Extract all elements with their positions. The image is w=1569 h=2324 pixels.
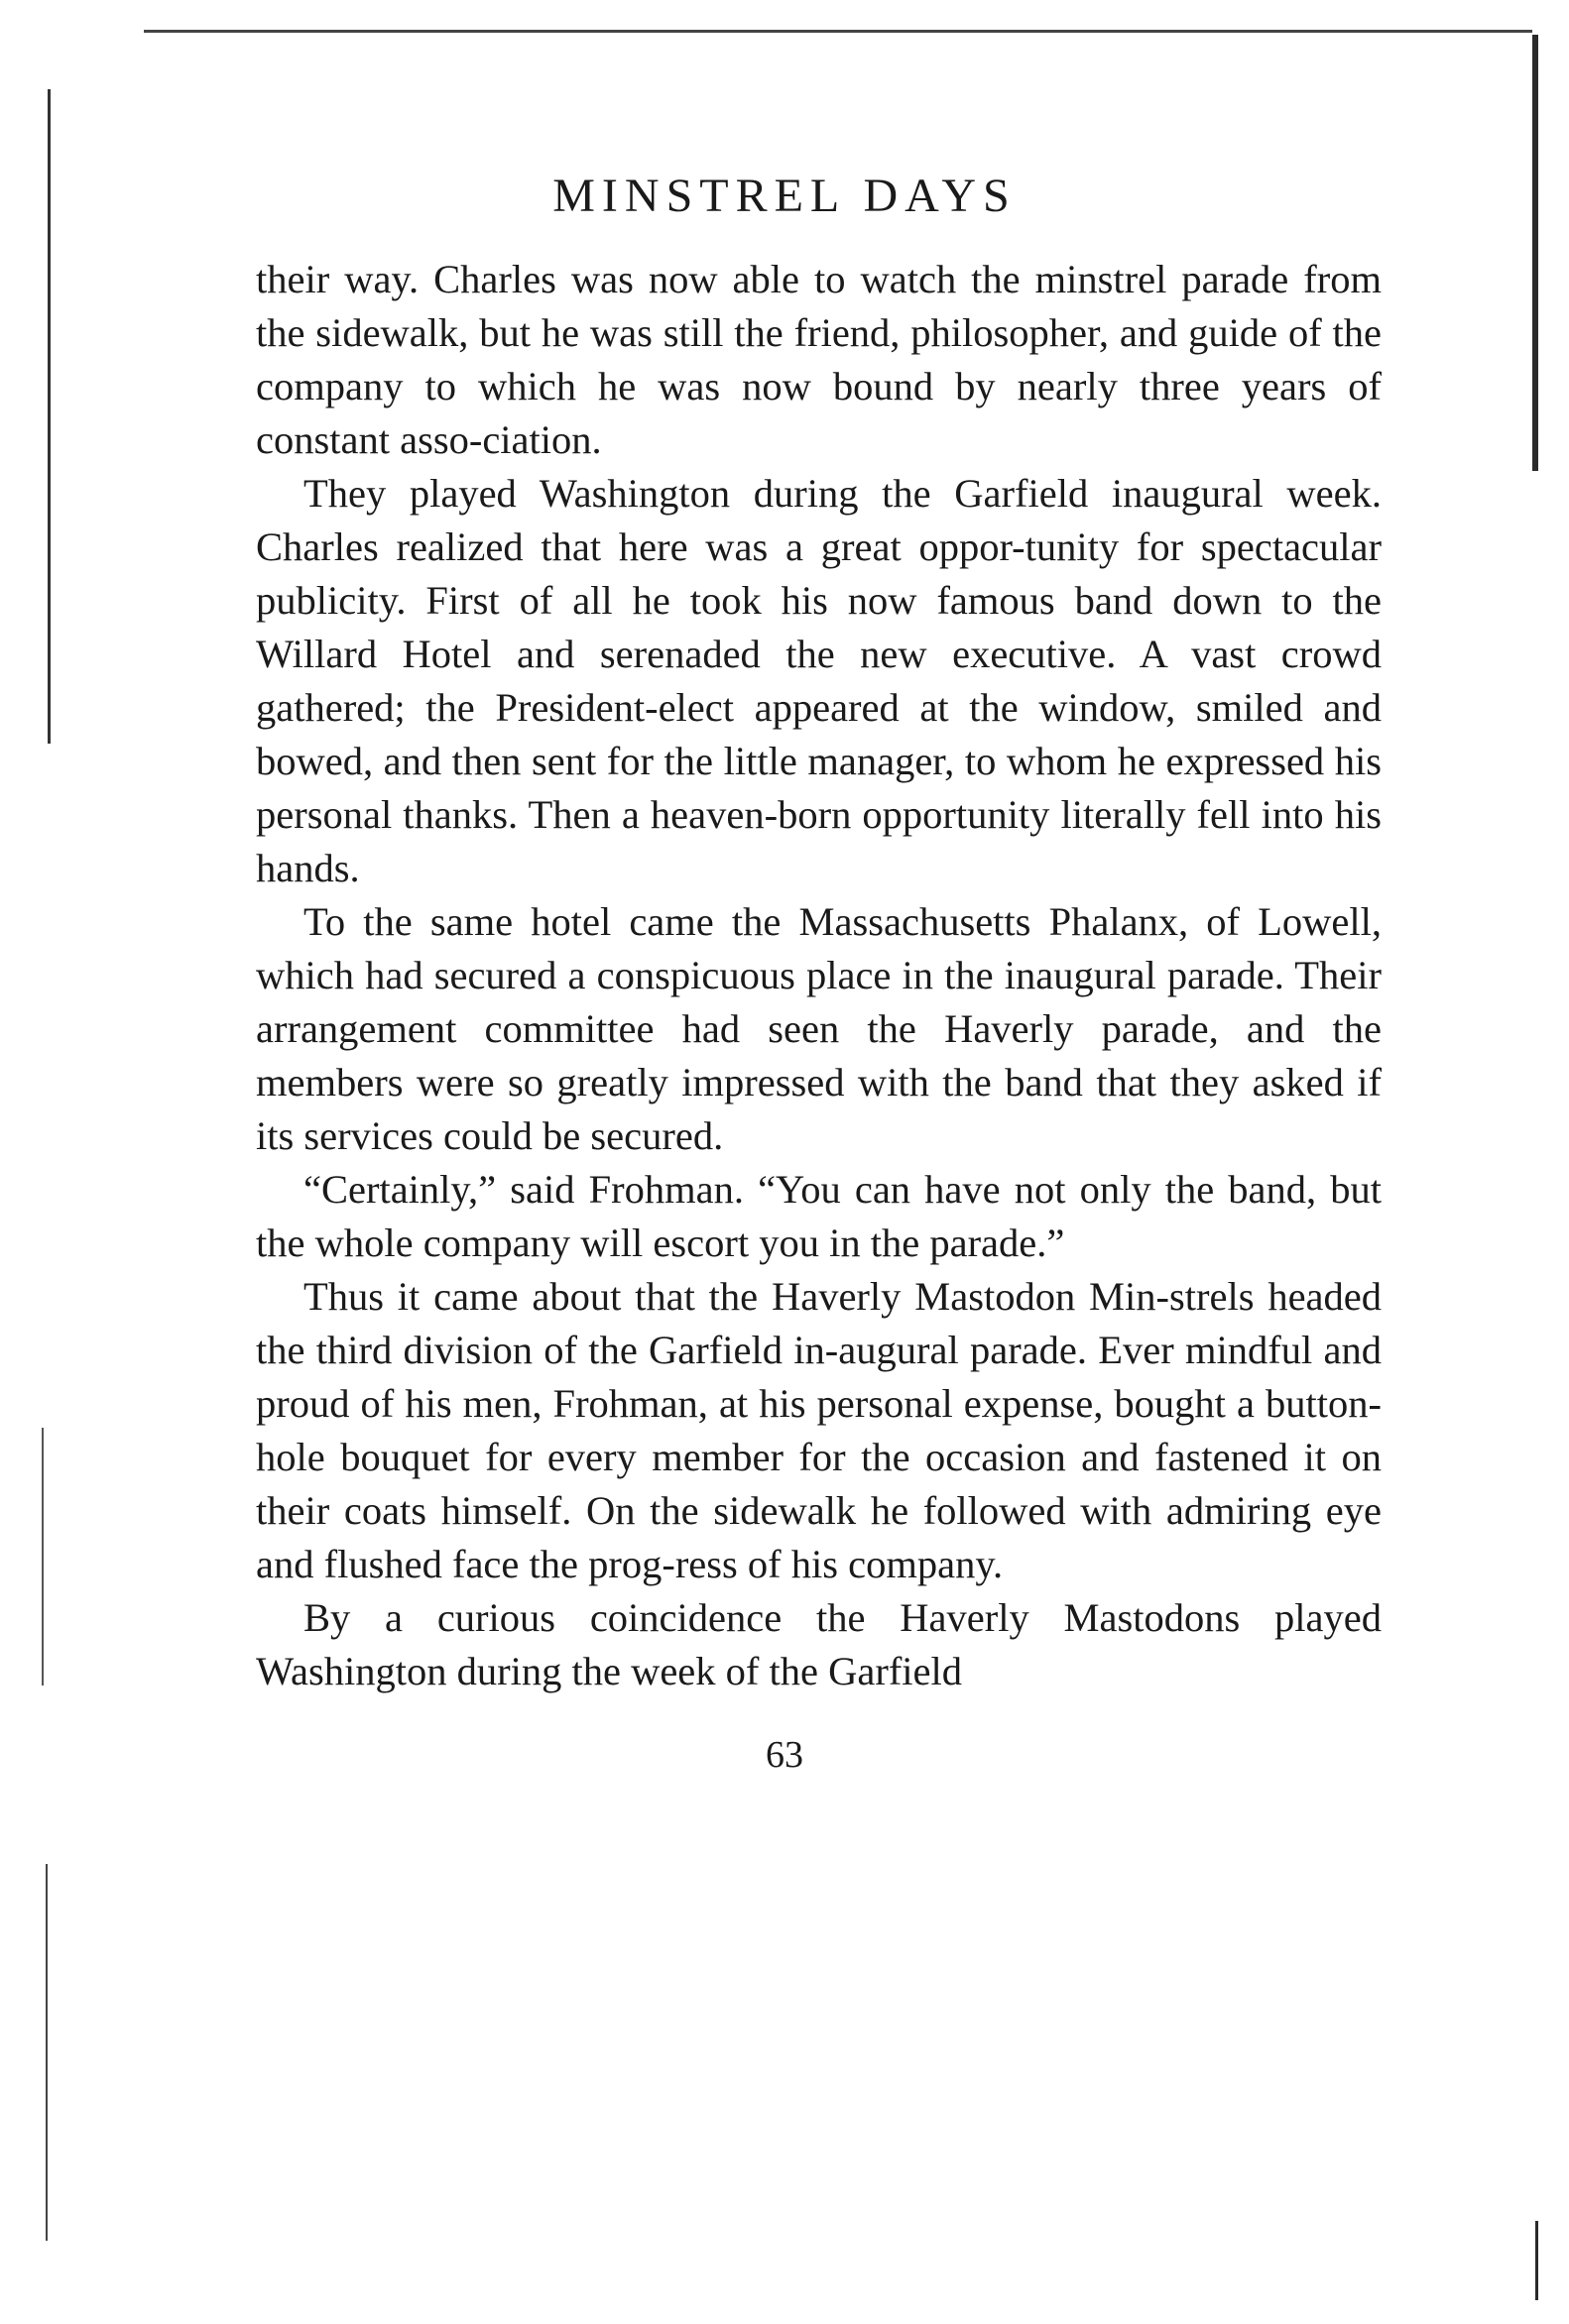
paragraph: Thus it came about that the Haverly Mastodon Min-strels headed the third division of the Garfield in-augural parade. Ever mindful and proud of his men, Frohman, at his personal expense, bought a button-hole bouquet for every member for the occasion and fastened it on their coats himself. On the sidewalk he followed with admiring eye and flushed face the prog-ress of his company. xyxy=(256,1274,1382,1586)
running-head: MINSTREL DAYS xyxy=(552,170,1017,222)
page-left-edge-mark xyxy=(42,1428,44,1685)
body-text xyxy=(256,253,1382,1698)
page-right-edge-mark xyxy=(1535,2221,1538,2300)
page-right-edge-shadow xyxy=(1532,35,1538,471)
paragraph: They played Washington during the Garfield inaugural week. Charles realized that here was a great oppor-tunity for spectacular publicity. First of all he took his now famous band down to the Willard Hotel and serenaded the new executive. A vast crowd gathered; the President-elect appeared at the window, smiled and bowed, and then sent for the little manager, to whom he expressed his personal thanks. Then a heaven-born opportunity literally fell into his hands. xyxy=(256,471,1382,890)
page-number: 63 xyxy=(766,1734,803,1776)
page-top-rule xyxy=(144,30,1532,33)
paragraph: To the same hotel came the Massachusetts Phalanx, of Lowell, which had secured a conspicuous place in the inaugural parade. Their arrangement committee had seen the Haverly parade, and the members were so greatly impressed with the band that they asked if its services could be secured. xyxy=(256,899,1382,1158)
paragraph-continued: their way. Charles was now able to watch the minstrel parade from the sidewalk, but he was still the friend, philosopher, and guide of the company to which he was now bound by nearly three years of constant asso-ciation. xyxy=(256,257,1382,462)
paragraph: “Certainly,” said Frohman. “You can have not only the band, but the whole company will escort you in the parade.” xyxy=(256,1167,1382,1265)
page-left-edge-mark-lower xyxy=(46,1864,48,2241)
paragraph: By a curious coincidence the Haverly Mastodons played Washington during the week of the Garfield xyxy=(256,1595,1382,1693)
